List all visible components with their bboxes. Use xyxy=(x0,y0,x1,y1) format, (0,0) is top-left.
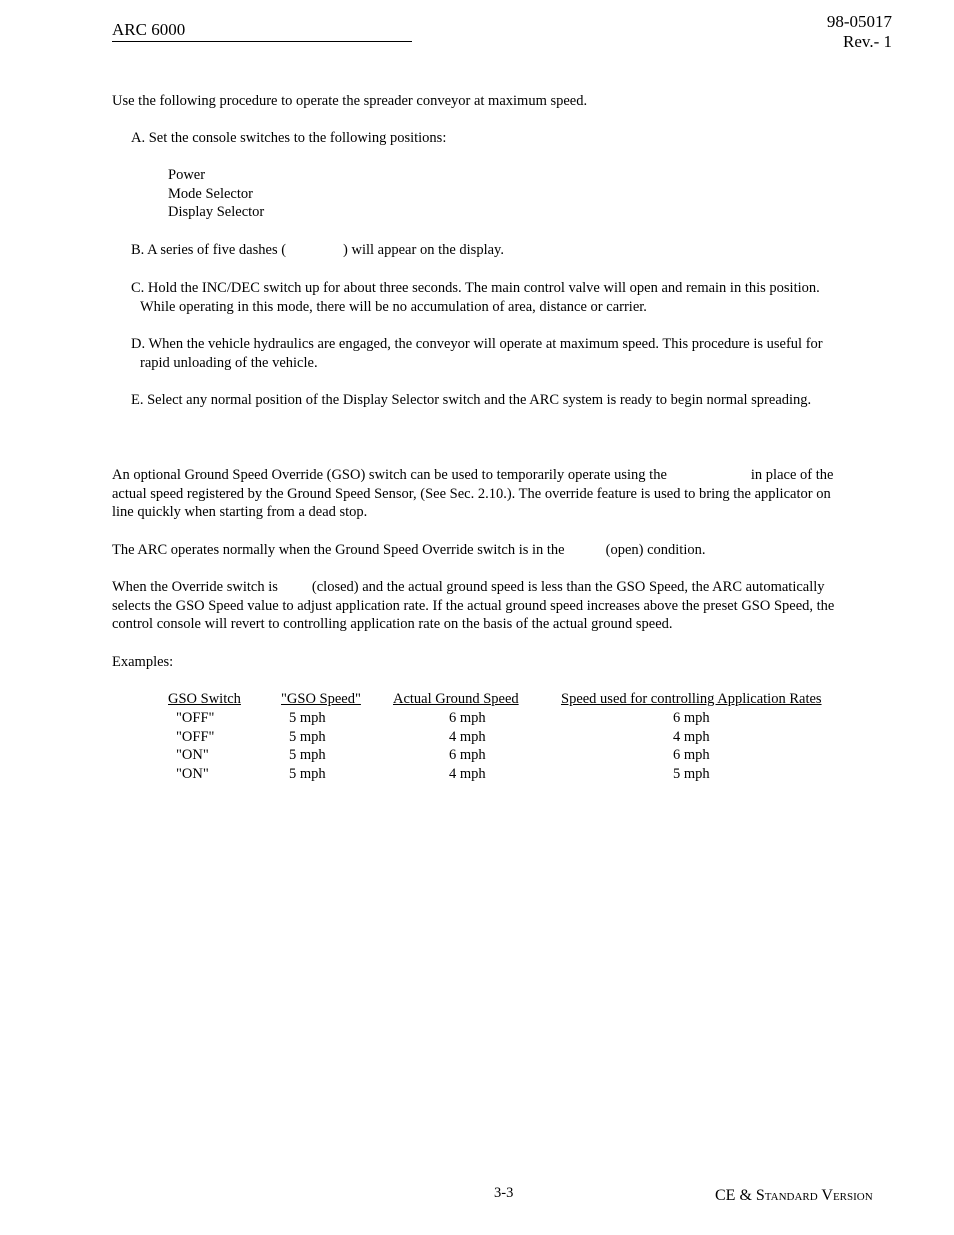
table-cell: 4 mph xyxy=(673,729,710,745)
step-b xyxy=(131,241,504,260)
table-header-actual-speed: Actual Ground Speed xyxy=(393,691,519,707)
gso-paragraph-1-line-2: actual speed registered by the Ground Speed Sensor, (See Sec. 2.10.). The override feature is used to bring the applicator on xyxy=(112,485,831,502)
switch-mode-selector: Mode Selector xyxy=(168,185,253,202)
gso-paragraph-1-line-3: line quickly when starting from a dead stop. xyxy=(112,504,368,520)
table-cell: 5 mph xyxy=(289,766,326,782)
table-cell: 5 mph xyxy=(289,710,326,726)
step-c xyxy=(131,279,820,316)
step-d-line-2: rapid unloading of the vehicle. xyxy=(140,354,318,371)
step-b-text-start: B. A series of five dashes ( xyxy=(131,242,287,258)
switch-power: Power xyxy=(168,167,206,183)
step-d-line-1: D. When the vehicle hydraulics are engaged, the conveyor will operate at maximum speed. This procedure is useful for xyxy=(131,336,823,352)
gso-paragraph-2-end: (open) condition. xyxy=(605,542,706,558)
table-header-speed-used: Speed used for controlling Application Rates xyxy=(561,691,822,707)
step-c-line-1: C. Hold the INC/DEC switch up for about three seconds. The main control valve will open and remain in this position. xyxy=(131,280,820,296)
document-number: 98-05017 xyxy=(826,12,892,31)
gso-paragraph-3-line-2: selects the GSO Speed value to adjust application rate. If the actual ground speed increases above the preset GSO Speed, the xyxy=(112,597,835,614)
table-cell: 6 mph xyxy=(673,710,710,726)
table-cell: 6 mph xyxy=(449,747,486,763)
table-cell: "ON" xyxy=(176,766,209,782)
gso-paragraph-3-mid: (closed) and the actual ground speed is less than the GSO Speed, the ARC automatically xyxy=(311,579,825,595)
table-cell: "OFF" xyxy=(176,729,215,745)
table-header-gso-speed: "GSO Speed" xyxy=(281,691,361,707)
table-cell: 6 mph xyxy=(673,747,710,763)
version-label: CE & Standard Version xyxy=(715,1187,873,1204)
table-cell: 6 mph xyxy=(449,710,486,726)
table-cell: 5 mph xyxy=(289,729,326,745)
table-cell: 5 mph xyxy=(673,766,710,782)
gso-paragraph-3-start: When the Override switch is xyxy=(112,579,278,595)
procedure-intro: Use the following procedure to operate the spreader conveyor at maximum speed. xyxy=(112,93,588,109)
step-e: E. Select any normal position of the Display Selector switch and the ARC system is ready to begin normal spreading. xyxy=(131,392,812,408)
step-a: A. Set the console switches to the following positions: xyxy=(131,130,447,146)
revision-label: Rev.- 1 xyxy=(843,32,892,51)
gso-paragraph-1 xyxy=(112,466,833,522)
gso-paragraph-2-start: The ARC operates normally when the Ground Speed Override switch is in the xyxy=(112,542,565,558)
gso-paragraph-1-mid: in place of the xyxy=(750,467,834,483)
table-cell: 4 mph xyxy=(449,729,486,745)
table-header-gso-switch: GSO Switch xyxy=(168,691,241,707)
page-number: 3-3 xyxy=(494,1185,514,1201)
document-title: ARC 6000 xyxy=(112,20,412,42)
step-c-line-2: While operating in this mode, there will be no accumulation of area, distance or carrier. xyxy=(140,298,647,315)
examples-label: Examples: xyxy=(112,654,174,670)
step-d xyxy=(131,335,823,372)
table-cell: 4 mph xyxy=(449,766,486,782)
step-b-text-end: ) will appear on the display. xyxy=(343,242,504,258)
document-number-block xyxy=(780,12,892,52)
gso-paragraph-2 xyxy=(112,541,706,560)
switch-list xyxy=(168,166,264,222)
table-cell: "ON" xyxy=(176,747,209,763)
gso-paragraph-3-line-3: control console will revert to controlling application rate on the basis of the actual ground speed. xyxy=(112,616,673,632)
gso-paragraph-3 xyxy=(112,578,834,634)
gso-paragraph-1-start: An optional Ground Speed Override (GSO) switch can be used to temporarily operate using the xyxy=(112,467,667,483)
table-cell: 5 mph xyxy=(289,747,326,763)
switch-display-selector: Display Selector xyxy=(168,204,265,220)
table-cell: "OFF" xyxy=(176,710,215,726)
